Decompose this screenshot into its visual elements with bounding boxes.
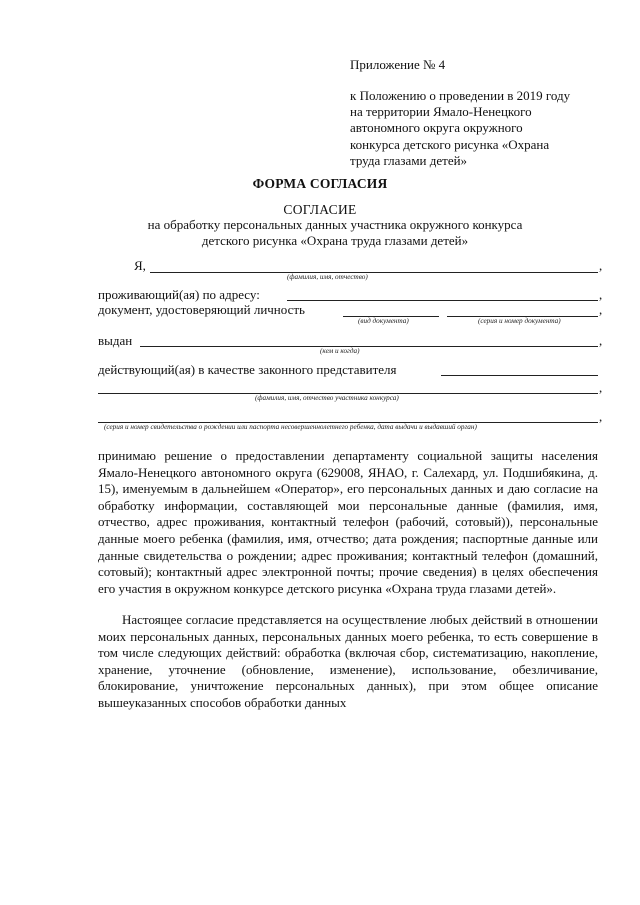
annex-line: к Положению о проведении в 2019 году [350,88,571,103]
annex-line: автономного округа окружного [350,120,523,136]
representative-label: действующий(ая) в качестве законного представителя [98,362,397,377]
consent-paragraph-2: Настоящее согласие представляется на осуществление любых действий в отношении моих персональных данных, персональных данных моего ребенка, то есть совершение в том числе следующих действий: обработка (включая сбор, систематизацию, накопление, хранение, уточнение (обновление, изменение), использование, обезличивание, блокирование, уничтожение персональных данных), при этом общее описание вышеуказанных способов обработки данных [98,612,598,710]
annex-reference [350,88,610,169]
document-number-hint: (серия и номер документа) [478,317,561,325]
issued-hint: (кем и когда) [320,347,360,355]
issued-label: выдан [98,333,133,348]
comma: , [599,380,603,395]
full-name-line[interactable] [150,272,598,273]
annex-line: на территории Ямало-Ненецкого [350,104,532,120]
document-label: документ, удостоверяющий личность [98,302,305,317]
address-line[interactable] [287,300,598,301]
consent-title: СОГЛАСИЕ [283,202,357,217]
consent-subtitle-line: детского рисунка «Охрана труда глазами детей» [201,233,469,248]
annex-line: конкурса детского рисунка «Охрана [350,136,550,152]
full-name-hint: (фамилия, имя, отчество) [287,273,368,281]
participant-name-hint: (фамилия, имя, отчество участника конкурса) [255,394,399,402]
consent-subtitle-line: на обработку персональных данных участника окружного конкурса [147,217,523,232]
comma: , [599,258,603,273]
consent-subtitle [90,217,580,249]
form-title: ФОРМА СОГЛАСИЯ [252,176,388,191]
i-label: Я, [134,258,146,273]
document-type-hint: (вид документа) [358,317,409,325]
issued-line[interactable] [140,346,598,347]
certificate-hint: (серия и номер свидетельства о рождении или паспорта несовершеннолетнего ребенка, дата выдачи и выдавший орган) [104,423,477,431]
comma: , [599,287,603,302]
representative-line[interactable] [441,375,598,376]
consent-paragraph-1: принимаю решение о предоставлении департаменту социальной защиты населения Ямало-Ненецкого автономного округа (629008, ЯНАО, г. Салехард, ул. Подшибякина, д. 15), именуемым в дальнейшем «Оператор», его персональных данных и даю согласие на обработку информации, составляющей мои персональные данные (фамилия, имя, отчество, адрес проживания, контактный телефон (рабочий, сотовый)), персональные данные моего ребенка (фамилия, имя, отчество; дата рождения; паспортные данные или данные свидетельства о рождении; адрес проживания; контактный телефон (домашний, сотовый); контактный адрес электронной почты; прочие сведения) в целях обеспечения его участия в окружном конкурсе детского рисунка «Охрана труда глазами детей». [98,448,598,596]
comma: , [599,333,603,348]
annex-line: труда глазами детей» [350,152,468,168]
address-label: проживающий(ая) по адресу: [98,287,260,302]
comma: , [599,409,603,424]
comma: , [599,302,603,317]
annex-title: Приложение № 4 [350,57,446,72]
